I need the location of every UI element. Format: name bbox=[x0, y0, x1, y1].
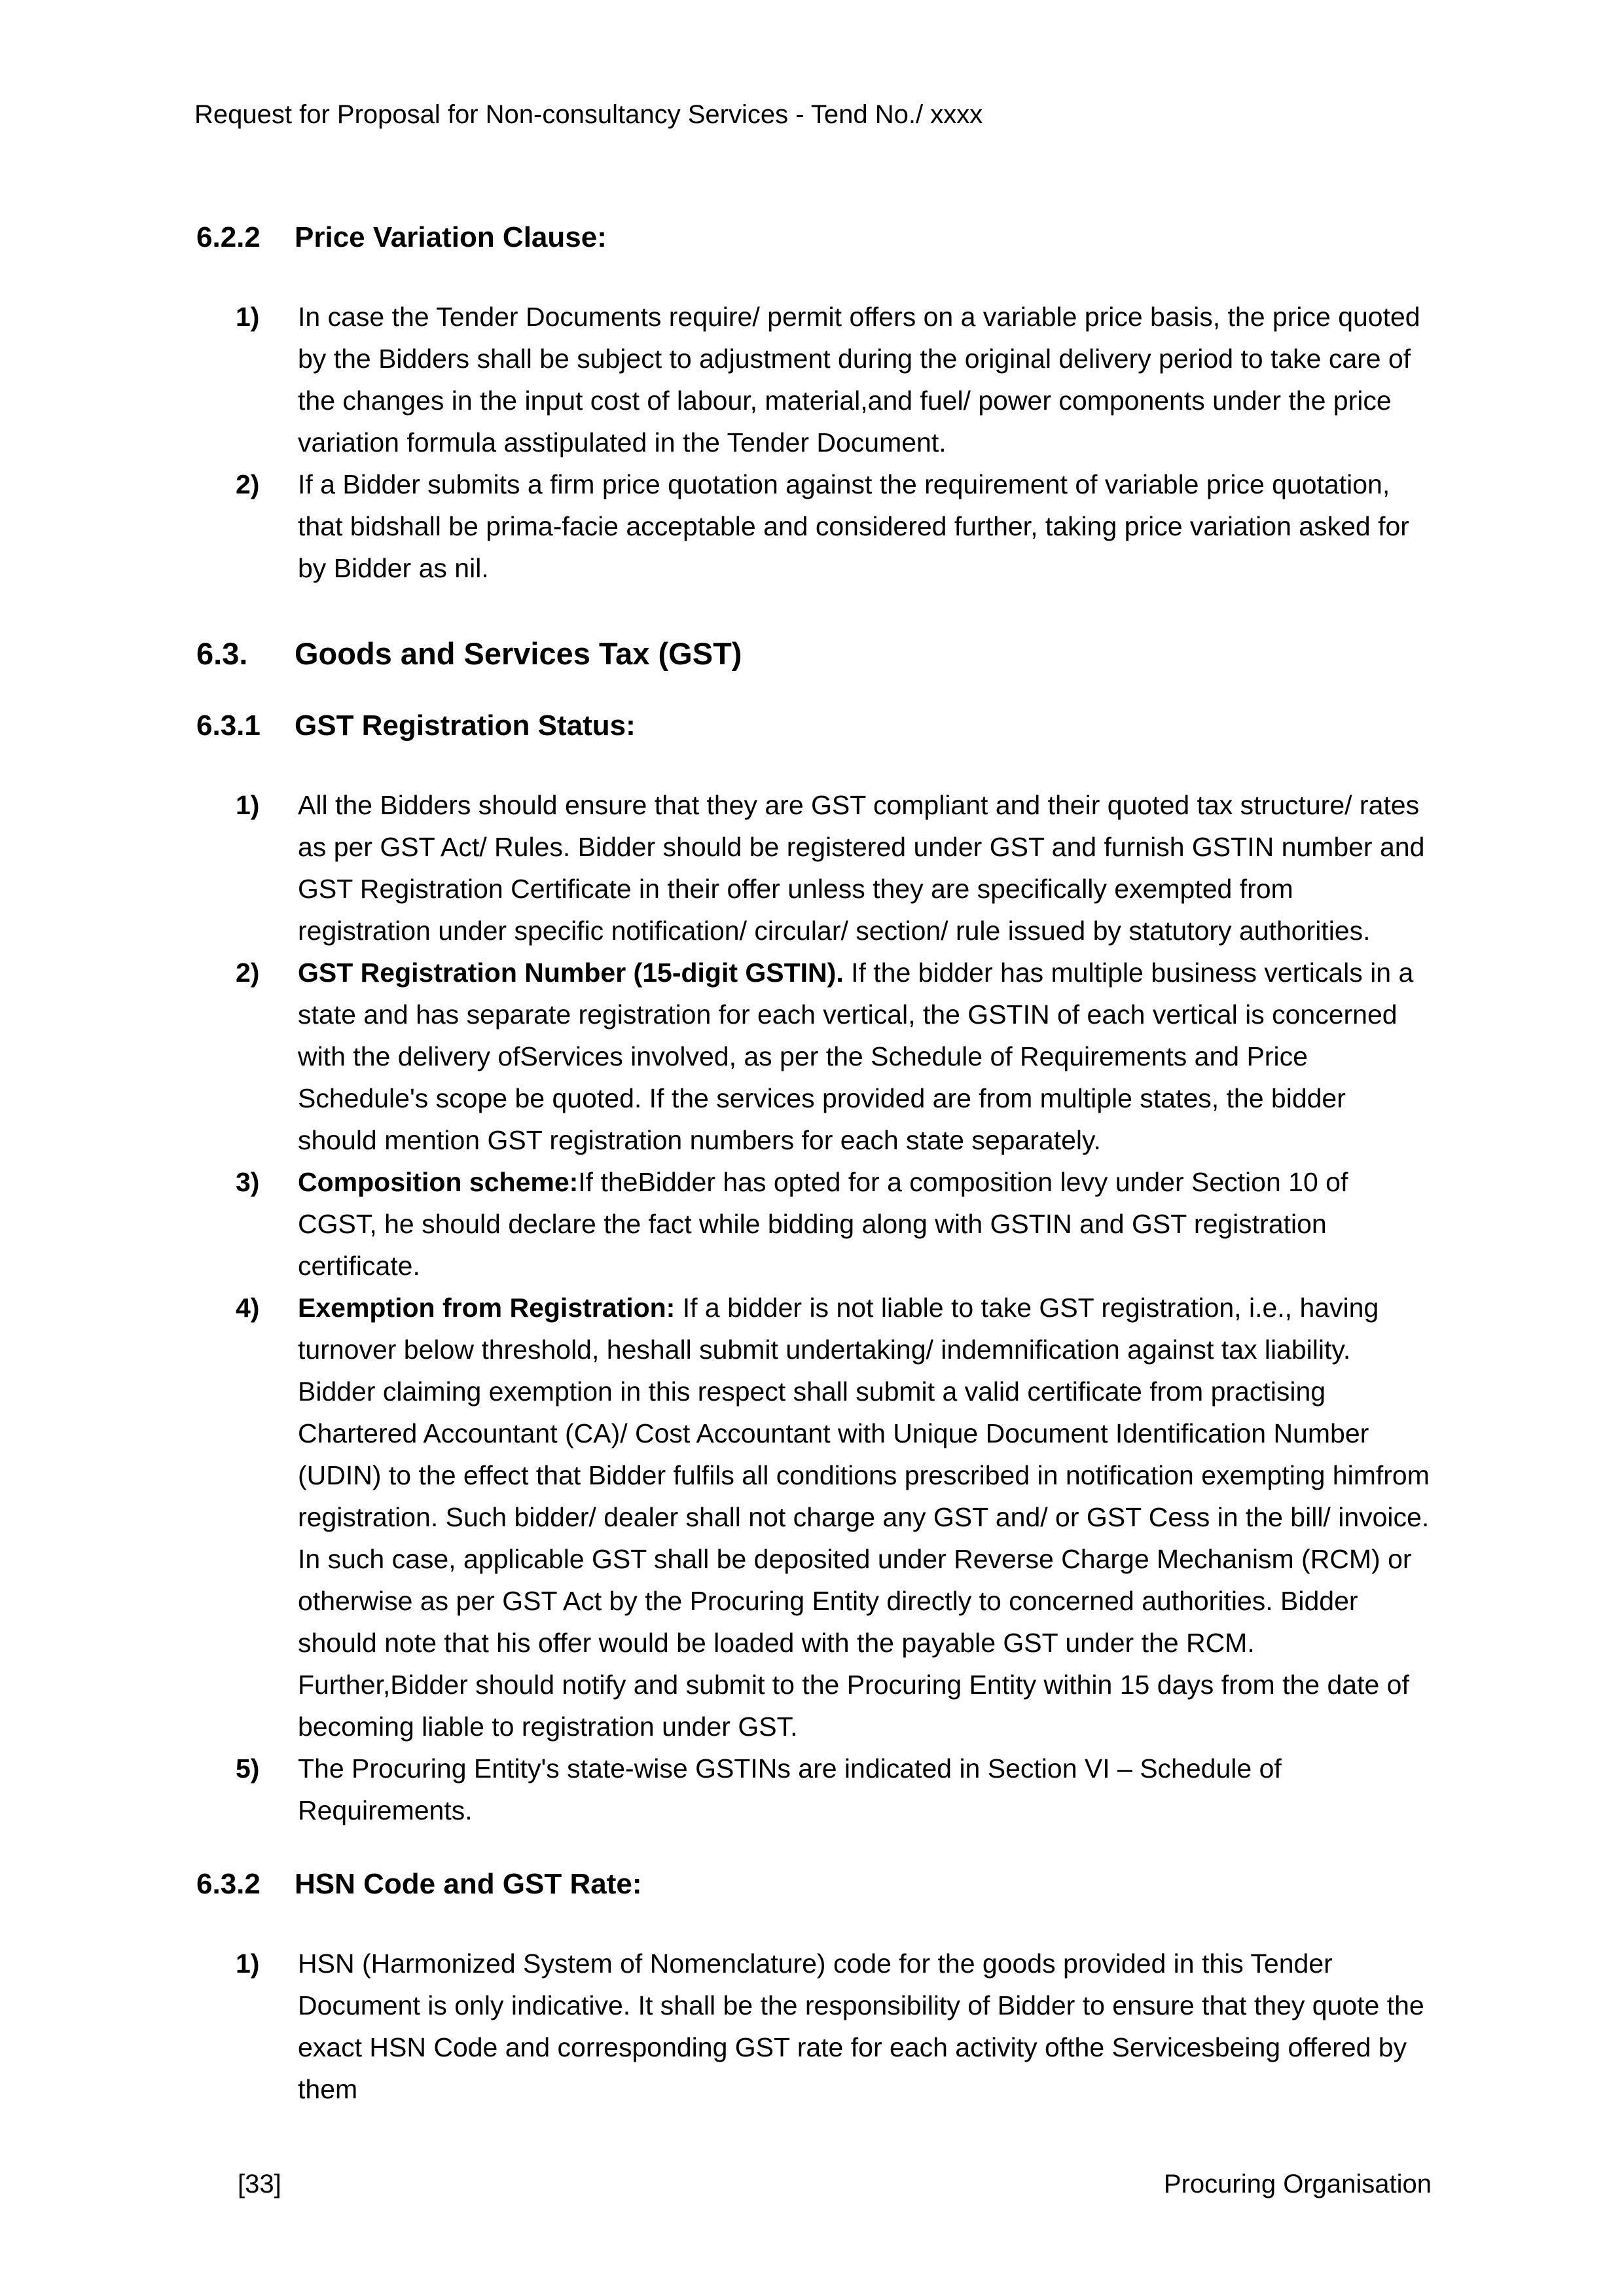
list-item-text bbox=[298, 1748, 1430, 1831]
list-item-marker: 4) bbox=[236, 1293, 260, 1323]
list-item bbox=[196, 1161, 1430, 1287]
list-gst-registration-status bbox=[196, 784, 1430, 1831]
list-item-body: In case the Tender Documents require/ permit offers on a variable price basis, the price quoted by the Bidders shall be subject to adjustment during the original delivery period to take care of the changes in the input cost of labour, material,and fuel/ power components under the price variation formula asstipulated in the Tender Document. bbox=[298, 302, 1420, 457]
list-item-body: If a bidder is not liable to take GST registration, i.e., having turnover below threshold, heshall submit undertaking/ indemnification against tax liability. Bidder claiming exemption in this respect shall submit a valid certificate from practising Chartered Accountant (CA)/ Cost Accountant with Unique Document Identification Number (UDIN) to the effect that Bidder fulfils all conditions prescribed in notification exempting himfrom registration. Such bidder/ dealer shall not charge any GST and/ or GST Cess in the bill/ invoice. In such case, applicable GST shall be deposited under Reverse Charge Mechanism (RCM) or otherwise as per GST Act by the Procuring Entity directly to concerned authorities. Bidder should note that his offer would be loaded with the payable GST under the RCM. Further,Bidder should notify and submit to the Procuring Entity within 15 days from the date of becoming liable to registration under GST. bbox=[298, 1293, 1430, 1742]
section-heading-gst bbox=[196, 635, 1430, 673]
list-item-body: If the bidder has multiple business verticals in a state and has separate registration for each vertical, the GSTIN of each vertical is concerned with the delivery ofServices involved, as per the Schedule of Requirements and Price Schedule's scope be quoted. If the services provided are from multiple states, the bidder should mention GST registration numbers for each state separately. bbox=[298, 958, 1414, 1155]
list-item-text bbox=[298, 296, 1430, 463]
list-item-body: HSN (Harmonized System of Nomenclature) code for the goods provided in this Tender Document is only indicative. It shall be the responsibility of Bidder to ensure that they quote the exact HSN Code and corresponding GST rate for each activity ofthe Servicesbeing offered by them bbox=[298, 1948, 1424, 2104]
list-item-marker: 2) bbox=[236, 469, 260, 499]
list-item-marker: 2) bbox=[236, 958, 260, 988]
list-item-text bbox=[298, 1161, 1430, 1287]
section-title: Goods and Services Tax (GST) bbox=[295, 636, 742, 671]
section-title: Price Variation Clause: bbox=[295, 221, 607, 253]
list-item-marker: 3) bbox=[236, 1167, 260, 1197]
section-heading-hsn-code bbox=[196, 1867, 1430, 1902]
list-item bbox=[196, 1287, 1430, 1748]
list-item-marker: 1) bbox=[236, 302, 260, 332]
list-item-body: The Procuring Entity's state-wise GSTINs are indicated in Section VI – Schedule of Requirements. bbox=[298, 1753, 1282, 1825]
section-heading-price-variation bbox=[196, 220, 1430, 255]
page-footer bbox=[0, 2168, 1624, 2207]
list-item-body: If a Bidder submits a firm price quotation against the requirement of variable price quotation, that bidshall be prima-facie acceptable and considered further, taking price variation asked for by Bidder as nil. bbox=[298, 469, 1409, 583]
section-number: 6.2.2 bbox=[196, 221, 261, 253]
list-item-text bbox=[298, 784, 1430, 952]
section-title: HSN Code and GST Rate: bbox=[295, 1868, 642, 1900]
footer-organisation: Procuring Organisation bbox=[1163, 2170, 1432, 2198]
list-item bbox=[196, 296, 1430, 463]
section-number: 6.3.1 bbox=[196, 709, 261, 742]
list-item-marker: 1) bbox=[236, 790, 260, 820]
section-title: GST Registration Status: bbox=[295, 709, 636, 742]
list-price-variation bbox=[196, 296, 1430, 589]
list-item-marker: 5) bbox=[236, 1753, 260, 1784]
list-item bbox=[196, 1748, 1430, 1831]
list-hsn-code bbox=[196, 1943, 1430, 2110]
list-item bbox=[196, 784, 1430, 952]
list-item-text bbox=[298, 1943, 1430, 2110]
page-number: [33] bbox=[238, 2170, 281, 2198]
list-item-body: All the Bidders should ensure that they are GST compliant and their quoted tax structure/ rates as per GST Act/ Rules. Bidder should be registered under GST and furnish GSTIN number and GST Registration Certificate in their offer unless they are specifically exempted from registration under specific notification/ circular/ section/ rule issued by statutory authorities. bbox=[298, 790, 1425, 946]
header-title: Request for Proposal for Non-consultancy Services - Tend No./ xxxx bbox=[194, 100, 983, 129]
list-item-text bbox=[298, 463, 1430, 589]
list-item-lead: Composition scheme: bbox=[298, 1167, 579, 1197]
section-number: 6.3.2 bbox=[196, 1868, 261, 1900]
list-item-lead: Exemption from Registration: bbox=[298, 1293, 676, 1323]
list-item bbox=[196, 952, 1430, 1161]
list-item-text bbox=[298, 1287, 1430, 1748]
section-number: 6.3. bbox=[196, 636, 248, 671]
list-item-marker: 1) bbox=[236, 1948, 260, 1979]
document-body bbox=[196, 220, 1430, 2110]
section-heading-gst-registration-status bbox=[196, 708, 1430, 744]
page-header bbox=[194, 98, 983, 131]
list-item-text bbox=[298, 952, 1430, 1161]
list-item-body: If theBidder has opted for a composition levy under Section 10 of CGST, he should declare the fact while bidding along with GSTIN and GST registration certificate. bbox=[298, 1167, 1348, 1281]
list-item bbox=[196, 463, 1430, 589]
list-item bbox=[196, 1943, 1430, 2110]
list-item-lead: GST Registration Number (15-digit GSTIN). bbox=[298, 958, 844, 988]
